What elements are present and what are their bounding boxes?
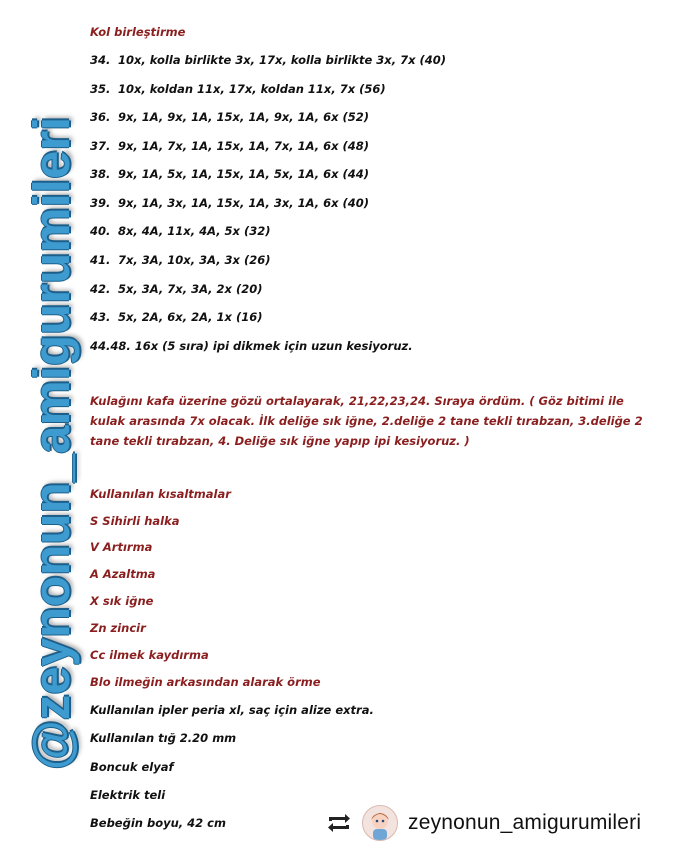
abbreviation-item: Blo ilmeğin arkasından alarak örme	[90, 675, 321, 689]
abbreviation-item: X sık iğne	[90, 594, 154, 608]
row-number: 39.	[90, 196, 111, 210]
row-number: 43.	[90, 310, 111, 324]
row-number: 35.	[90, 82, 111, 96]
pattern-row	[90, 281, 263, 297]
pattern-row	[90, 52, 446, 68]
abbreviation-item: Cc ilmek kaydırma	[90, 648, 209, 662]
row-number: 40.	[90, 224, 111, 238]
row-instruction: 9x, 1A, 5x, 1A, 15x, 1A, 5x, 1A, 6x (44)	[118, 167, 370, 181]
abbreviation-item: Zn zincir	[90, 621, 146, 635]
material-item: Boncuk elyaf	[90, 760, 174, 774]
ear-instructions: Kulağını kafa üzerine gözü ortalayarak, 21,22,23,24. Sıraya ördüm. ( Göz bitimi ile kulak arasında 7x olacak. İlk deliğe sık iğne, 2.deliğe 2 tane tekli tırabzan, 3.deliğe 2 tane tekli tırabzan, 4. Deliğe sık iğne yapıp ipi kesiyoruz. )	[90, 394, 643, 448]
pattern-row	[90, 223, 271, 239]
row-number: 34.	[90, 53, 111, 67]
footer-username[interactable]: zeynonun_amigurumileri	[408, 811, 642, 834]
final-row: 44.48. 16x (5 sıra) ipi dikmek için uzun kesiyoruz.	[90, 339, 413, 353]
row-instruction: 10x, koldan 11x, 17x, koldan 11x, 7x (56)	[118, 82, 386, 96]
row-number: 36.	[90, 110, 111, 124]
pattern-row	[90, 252, 271, 268]
row-instruction: 9x, 1A, 7x, 1A, 15x, 1A, 7x, 1A, 6x (48)	[118, 139, 370, 153]
repost-footer	[326, 801, 641, 845]
watermark-handle: @zeynonun_amigurumileri	[23, 116, 80, 770]
avatar-doll-icon	[363, 806, 397, 840]
pattern-row	[90, 195, 369, 211]
pattern-row	[90, 309, 263, 325]
repost-icon[interactable]	[326, 812, 352, 834]
pattern-row	[90, 138, 369, 154]
abbreviation-item: S Sihirli halka	[90, 514, 180, 528]
abbreviation-item: A Azaltma	[90, 567, 156, 581]
row-instruction: 9x, 1A, 3x, 1A, 15x, 1A, 3x, 1A, 6x (40)	[118, 196, 370, 210]
pattern-row	[90, 109, 369, 125]
row-number: 42.	[90, 282, 111, 296]
row-instruction: 10x, kolla birlikte 3x, 17x, kolla birlikte 3x, 7x (40)	[118, 53, 447, 67]
material-item: Bebeğin boyu, 42 cm	[90, 816, 226, 830]
avatar[interactable]	[362, 805, 398, 841]
abbreviation-item: V Artırma	[90, 540, 153, 554]
row-number: 38.	[90, 167, 111, 181]
section-title: Kol birleştirme	[90, 25, 186, 39]
row-number: 41.	[90, 253, 111, 267]
row-number: 37.	[90, 139, 111, 153]
material-item: Elektrik teli	[90, 788, 166, 802]
pattern-row	[90, 166, 369, 182]
row-instruction: 7x, 3A, 10x, 3A, 3x (26)	[118, 253, 271, 267]
material-item: Kullanılan ipler peria xl, saç için alize extra.	[90, 703, 374, 717]
pattern-row	[90, 81, 386, 97]
row-instruction: 9x, 1A, 9x, 1A, 15x, 1A, 9x, 1A, 6x (52)	[118, 110, 370, 124]
row-instruction: 5x, 3A, 7x, 3A, 2x (20)	[118, 282, 263, 296]
row-instruction: 8x, 4A, 11x, 4A, 5x (32)	[118, 224, 271, 238]
abbreviations-title: Kullanılan kısaltmalar	[90, 487, 231, 501]
material-item: Kullanılan tığ 2.20 mm	[90, 731, 237, 745]
row-instruction: 5x, 2A, 6x, 2A, 1x (16)	[118, 310, 263, 324]
